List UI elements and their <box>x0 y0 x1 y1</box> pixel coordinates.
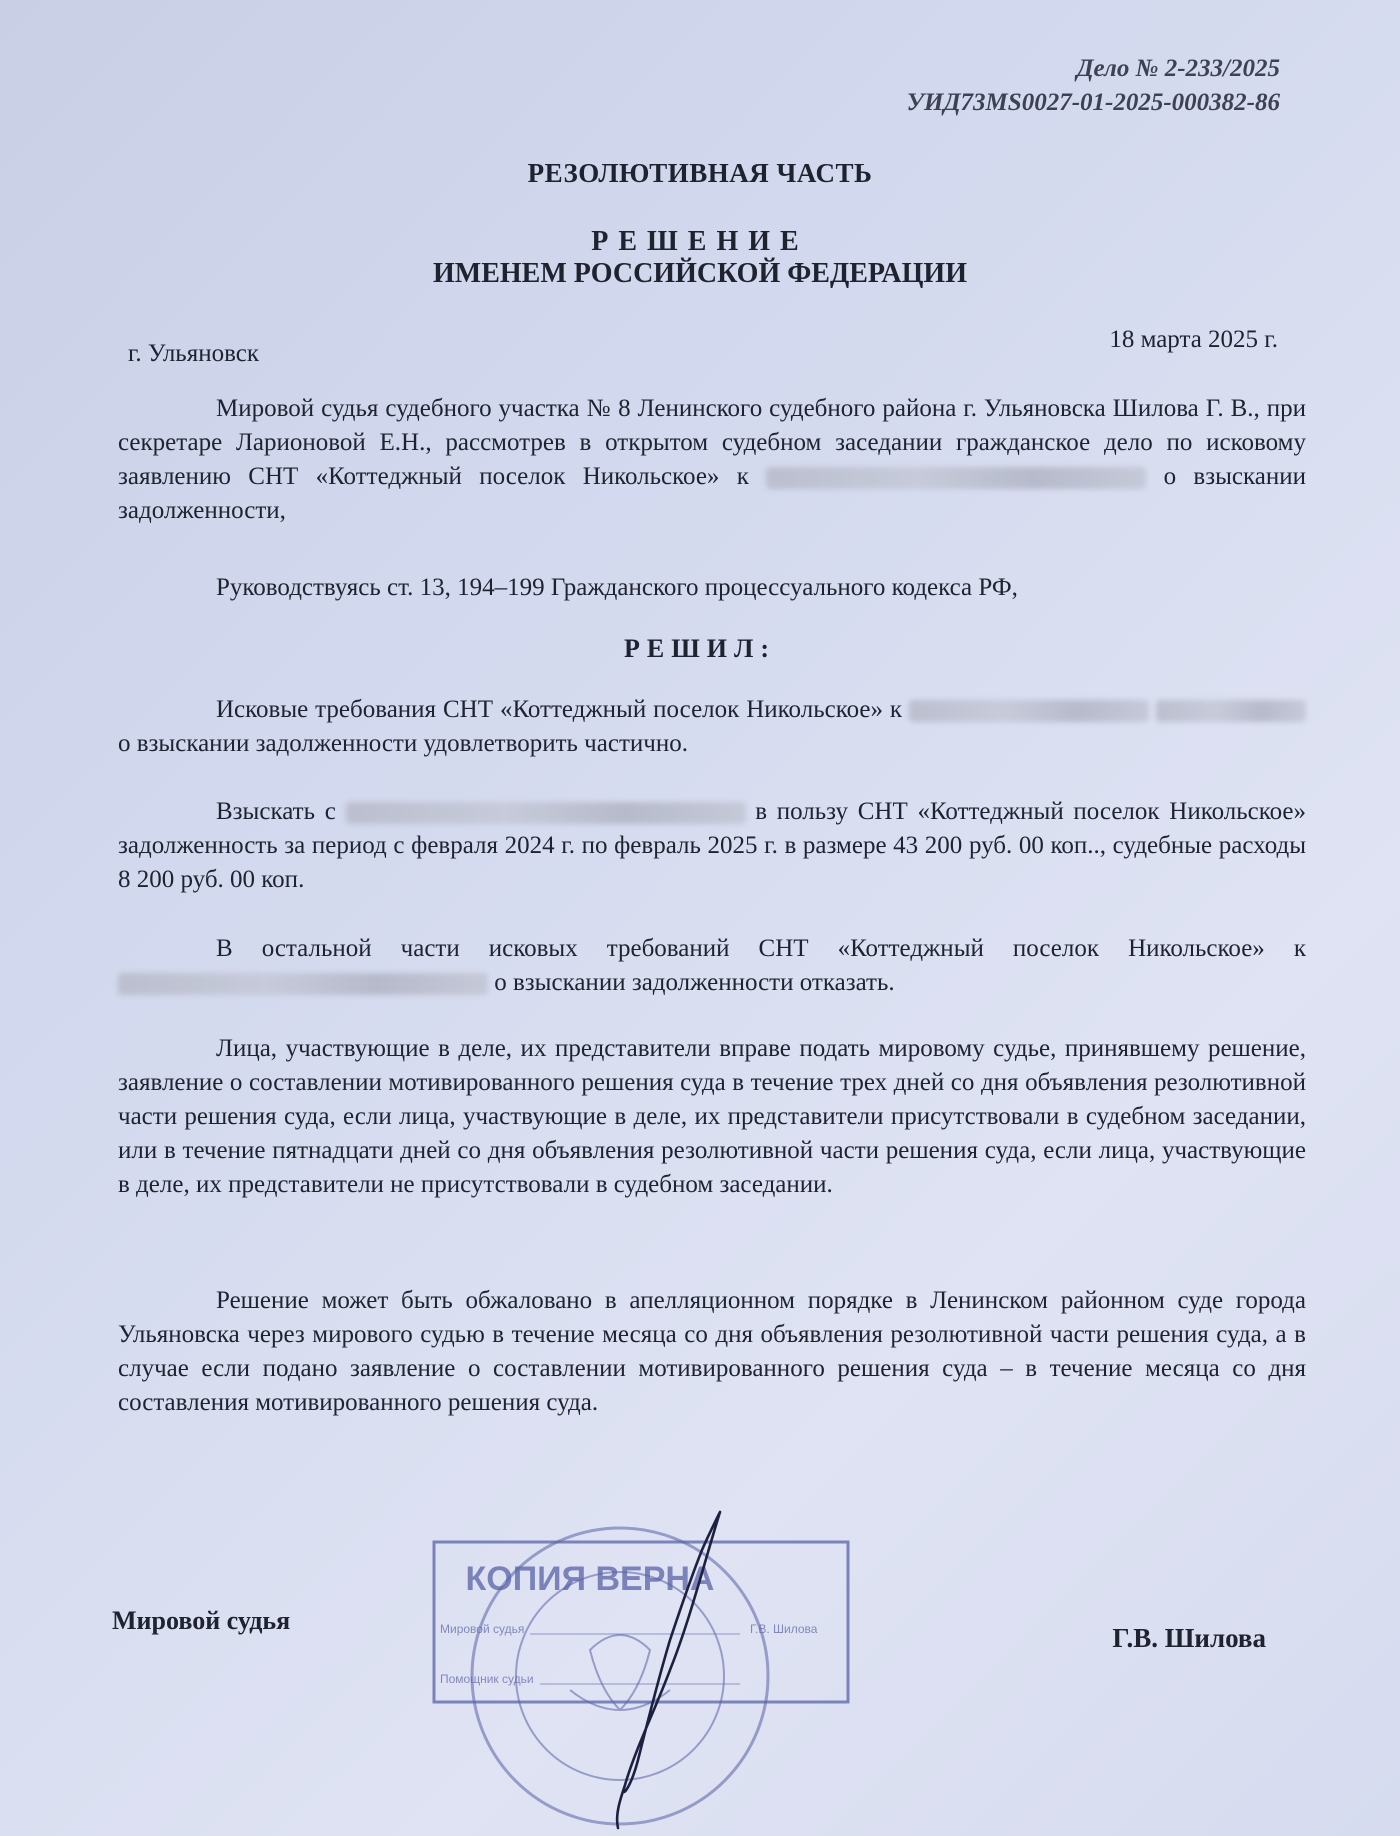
redacted-name <box>909 700 1149 722</box>
decision-date: 18 марта 2025 г. <box>1109 326 1278 353</box>
paragraph-recover <box>118 795 1306 897</box>
signature-name: Г.В. Шилова <box>1112 1623 1266 1653</box>
claims-text-end: о взыскании задолженности удовлетворить частично. <box>118 730 688 757</box>
guided-paragraph: Руководствуясь ст. 13, 194–199 Гражданского процессуального кодекса РФ, <box>216 574 1018 601</box>
case-header <box>907 52 1280 120</box>
redacted-name <box>766 467 1146 489</box>
redacted-name <box>1156 700 1306 722</box>
intro-text: Мировой судья судебного участка № 8 Ленинского судебного района г. Ульяновска Шилова Г. В., при секретаре Ларионовой Е.Н., рассмотрев в открытом судебном заседании гражданское дело по исковому заявлению СНТ «Коттеджный поселок Никольское» к <box>118 395 1306 490</box>
case-uid: УИД73MS0027-01-2025-000382-86 <box>906 89 1280 116</box>
intro-text-end: о взыскании задолженности, <box>118 463 1307 524</box>
paragraph-reject <box>118 932 1306 1000</box>
recover-text-end: в пользу СНТ «Коттеджный поселок Никольское» задолженность за период с февраля 2024 г. по февраль 2025 г. в размере 43 200 руб. 00 коп.., судебные расходы 8 200 руб. 00 коп. <box>118 798 1306 893</box>
in-name-title: ИМЕНЕМ РОССИЙСКОЙ ФЕДЕРАЦИИ <box>433 258 967 289</box>
paragraph-rights: Лица, участвующие в деле, их представители вправе подать мировому судье, принявшему решение, заявление о составлении мотивированного решения суда в течение трех дней со дня объявления резолютивной части решения суда, если лица, участвующие в деле, их представители присутствовали в судебном заседании, или в течение пятнадцати дней со дня объявления резолютивной части решения суда, если лица, участвующие в деле, их представители не присутствовали в судебном заседании. <box>118 1035 1306 1198</box>
reject-text: В остальной части исковых требований СНТ «Коттеджный поселок Никольское» к <box>216 935 1306 962</box>
certified-copy-stamp <box>420 1500 860 1836</box>
reject-text-end: о взыскании задолженности отказать. <box>494 969 895 996</box>
redacted-name <box>118 973 488 995</box>
emblem-icon <box>590 1635 650 1710</box>
paragraph-claims <box>118 693 1306 761</box>
resolved-heading: РЕШИЛ: <box>623 634 777 663</box>
case-number: Дело № 2-233/2025 <box>1076 55 1280 82</box>
stamp-line1-right: Г.В. Шилова <box>750 1622 818 1636</box>
stamp-line2-left: Помощник судьи <box>440 1672 534 1686</box>
redacted-name <box>346 802 746 824</box>
claims-text: Исковые требования СНТ «Коттеджный поселок Никольское» к <box>216 696 903 723</box>
section-title: РЕЗОЛЮТИВНАЯ ЧАСТЬ <box>527 158 873 188</box>
city: г. Ульяновск <box>128 340 259 367</box>
paragraph-appeal: Решение может быть обжаловано в апелляционном порядке в Ленинском районном суде города Ульяновска через мирового судью в течение месяца со дня объявления резолютивной части решения суда, а в случае если подано заявление о составлении мотивированного решения суда – в течение месяца со дня составления мотивированного решения суда. <box>118 1287 1306 1416</box>
signature-title: Мировой судья <box>112 1606 291 1635</box>
stamp-title: КОПИЯ ВЕРНА <box>465 1560 715 1598</box>
intro-paragraph <box>118 392 1306 528</box>
stamp-line1-left: Мировой судья <box>440 1622 525 1636</box>
recover-text: Взыскать с <box>216 798 336 825</box>
decision-title: РЕШЕНИЕ <box>591 226 809 257</box>
